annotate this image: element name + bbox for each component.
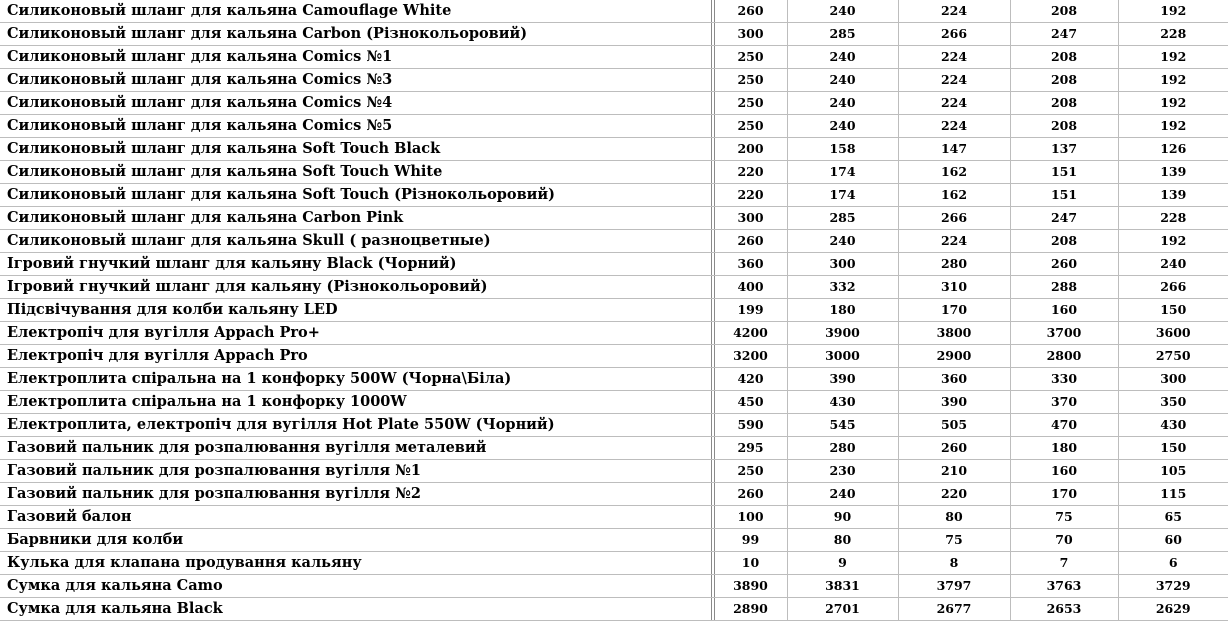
price-cell-3: 280	[898, 253, 1010, 276]
table-row	[0, 138, 1228, 161]
price-cell-3: 8	[898, 552, 1010, 575]
product-name-cell: Електропіч для вугілля Appach Pro	[0, 345, 711, 368]
price-cell-2: 240	[787, 69, 898, 92]
table-row	[0, 391, 1228, 414]
product-name-cell: Електроплита спіральна на 1 конфорку 500W (Чорна\Біла)	[0, 368, 711, 391]
price-cell-1: 199	[714, 299, 787, 322]
price-cell-2: 280	[787, 437, 898, 460]
price-cell-4: 208	[1010, 46, 1118, 69]
product-name-cell: Силиконовый шланг для кальяна Comics №3	[0, 69, 711, 92]
price-cell-1: 300	[714, 23, 787, 46]
price-cell-3: 170	[898, 299, 1010, 322]
price-cell-3: 505	[898, 414, 1010, 437]
price-cell-5: 300	[1118, 368, 1228, 391]
product-name-cell: Силиконовый шланг для кальяна Carbon Pink	[0, 207, 711, 230]
product-name-cell: Силиконовый шланг для кальяна Soft Touch White	[0, 161, 711, 184]
product-name-cell: Газовий пальник для розпалювання вугілля №2	[0, 483, 711, 506]
price-cell-4: 260	[1010, 253, 1118, 276]
price-cell-5: 192	[1118, 92, 1228, 115]
price-cell-3: 224	[898, 115, 1010, 138]
table-row	[0, 322, 1228, 345]
product-name-cell: Сумка для кальяна Black	[0, 598, 711, 621]
price-cell-5: 126	[1118, 138, 1228, 161]
price-cell-5: 2750	[1118, 345, 1228, 368]
price-cell-4: 2653	[1010, 598, 1118, 621]
price-cell-4: 151	[1010, 184, 1118, 207]
price-cell-5: 192	[1118, 69, 1228, 92]
price-cell-2: 430	[787, 391, 898, 414]
price-cell-3: 162	[898, 161, 1010, 184]
price-cell-4: 288	[1010, 276, 1118, 299]
table-row	[0, 115, 1228, 138]
price-cell-5: 150	[1118, 299, 1228, 322]
product-name-cell: Газовий пальник для розпалювання вугілля №1	[0, 460, 711, 483]
price-cell-2: 3000	[787, 345, 898, 368]
price-cell-4: 75	[1010, 506, 1118, 529]
table-row	[0, 483, 1228, 506]
price-cell-2: 3900	[787, 322, 898, 345]
price-cell-1: 400	[714, 276, 787, 299]
price-cell-1: 250	[714, 460, 787, 483]
table-row	[0, 460, 1228, 483]
price-cell-2: 390	[787, 368, 898, 391]
product-name-cell: Газовий балон	[0, 506, 711, 529]
table-row	[0, 345, 1228, 368]
price-cell-5: 105	[1118, 460, 1228, 483]
price-cell-2: 2701	[787, 598, 898, 621]
price-cell-5: 3729	[1118, 575, 1228, 598]
price-cell-4: 137	[1010, 138, 1118, 161]
price-cell-4: 170	[1010, 483, 1118, 506]
price-cell-5: 228	[1118, 207, 1228, 230]
product-name-cell: Силиконовый шланг для кальяна Soft Touch (Різнокольоровий)	[0, 184, 711, 207]
price-cell-5: 350	[1118, 391, 1228, 414]
product-name-cell: Електроплита спіральна на 1 конфорку 1000W	[0, 391, 711, 414]
price-cell-5: 2629	[1118, 598, 1228, 621]
table-row	[0, 414, 1228, 437]
price-cell-2: 80	[787, 529, 898, 552]
price-cell-1: 250	[714, 92, 787, 115]
table-row	[0, 0, 1228, 23]
price-cell-2: 9	[787, 552, 898, 575]
table-row	[0, 161, 1228, 184]
table-row	[0, 276, 1228, 299]
table-row	[0, 23, 1228, 46]
price-cell-1: 3200	[714, 345, 787, 368]
price-cell-2: 90	[787, 506, 898, 529]
price-cell-3: 80	[898, 506, 1010, 529]
product-name-cell: Силиконовый шланг для кальяна Soft Touch Black	[0, 138, 711, 161]
product-name-cell: Електроплита, електропіч для вугілля Hot Plate 550W (Чорний)	[0, 414, 711, 437]
price-cell-1: 220	[714, 184, 787, 207]
price-cell-4: 151	[1010, 161, 1118, 184]
price-cell-3: 224	[898, 230, 1010, 253]
price-cell-3: 162	[898, 184, 1010, 207]
price-cell-3: 360	[898, 368, 1010, 391]
price-cell-1: 250	[714, 69, 787, 92]
price-cell-4: 370	[1010, 391, 1118, 414]
price-cell-4: 208	[1010, 115, 1118, 138]
price-cell-3: 224	[898, 0, 1010, 23]
price-cell-3: 224	[898, 46, 1010, 69]
price-cell-5: 228	[1118, 23, 1228, 46]
price-cell-2: 285	[787, 207, 898, 230]
price-cell-3: 147	[898, 138, 1010, 161]
price-cell-2: 240	[787, 483, 898, 506]
product-name-cell: Барвники для колби	[0, 529, 711, 552]
price-cell-1: 10	[714, 552, 787, 575]
price-cell-1: 260	[714, 483, 787, 506]
price-cell-2: 285	[787, 23, 898, 46]
price-cell-3: 260	[898, 437, 1010, 460]
price-cell-1: 99	[714, 529, 787, 552]
price-cell-2: 158	[787, 138, 898, 161]
price-cell-2: 545	[787, 414, 898, 437]
product-name-cell: Силиконовый шланг для кальяна Skull ( разноцветные)	[0, 230, 711, 253]
price-cell-4: 247	[1010, 207, 1118, 230]
price-cell-3: 224	[898, 92, 1010, 115]
price-cell-2: 300	[787, 253, 898, 276]
table-row	[0, 598, 1228, 621]
price-cell-2: 180	[787, 299, 898, 322]
product-name-cell: Електропіч для вугілля Appach Pro+	[0, 322, 711, 345]
price-cell-3: 220	[898, 483, 1010, 506]
price-cell-4: 70	[1010, 529, 1118, 552]
price-cell-2: 174	[787, 184, 898, 207]
price-cell-1: 420	[714, 368, 787, 391]
price-cell-2: 240	[787, 46, 898, 69]
price-cell-5: 192	[1118, 115, 1228, 138]
price-cell-3: 75	[898, 529, 1010, 552]
price-cell-1: 220	[714, 161, 787, 184]
price-cell-1: 590	[714, 414, 787, 437]
price-cell-1: 260	[714, 230, 787, 253]
price-cell-1: 3890	[714, 575, 787, 598]
price-cell-4: 208	[1010, 230, 1118, 253]
price-cell-5: 3600	[1118, 322, 1228, 345]
price-cell-4: 7	[1010, 552, 1118, 575]
price-cell-3: 2677	[898, 598, 1010, 621]
price-cell-3: 3797	[898, 575, 1010, 598]
table-row	[0, 184, 1228, 207]
price-cell-1: 250	[714, 46, 787, 69]
price-cell-3: 2900	[898, 345, 1010, 368]
price-cell-3: 224	[898, 69, 1010, 92]
price-cell-5: 240	[1118, 253, 1228, 276]
product-name-cell: Силиконовый шланг для кальяна Comics №5	[0, 115, 711, 138]
price-cell-5: 266	[1118, 276, 1228, 299]
product-name-cell: Підсвічування для колби кальяну LED	[0, 299, 711, 322]
price-cell-4: 470	[1010, 414, 1118, 437]
price-cell-1: 200	[714, 138, 787, 161]
product-name-cell: Ігровий гнучкий шланг для кальяну Black (Чорний)	[0, 253, 711, 276]
price-cell-2: 3831	[787, 575, 898, 598]
table-row	[0, 506, 1228, 529]
price-cell-2: 174	[787, 161, 898, 184]
product-name-cell: Кулька для клапана продування кальяну	[0, 552, 711, 575]
price-cell-1: 450	[714, 391, 787, 414]
table-row	[0, 69, 1228, 92]
product-name-cell: Силиконовый шланг для кальяна Comics №1	[0, 46, 711, 69]
price-cell-5: 192	[1118, 0, 1228, 23]
price-cell-1: 360	[714, 253, 787, 276]
table-row	[0, 368, 1228, 391]
product-name-cell: Силиконовый шланг для кальяна Camouflage White	[0, 0, 711, 23]
price-cell-1: 250	[714, 115, 787, 138]
price-cell-3: 266	[898, 207, 1010, 230]
price-cell-4: 2800	[1010, 345, 1118, 368]
price-cell-5: 192	[1118, 230, 1228, 253]
table-row	[0, 253, 1228, 276]
price-cell-2: 240	[787, 115, 898, 138]
table-row	[0, 46, 1228, 69]
table-row	[0, 207, 1228, 230]
price-cell-5: 65	[1118, 506, 1228, 529]
product-name-cell: Сумка для кальяна Camo	[0, 575, 711, 598]
price-cell-3: 210	[898, 460, 1010, 483]
price-cell-4: 160	[1010, 460, 1118, 483]
table-row	[0, 437, 1228, 460]
price-cell-1: 300	[714, 207, 787, 230]
table-row	[0, 529, 1228, 552]
price-cell-2: 230	[787, 460, 898, 483]
price-cell-4: 160	[1010, 299, 1118, 322]
product-name-cell: Силиконовый шланг для кальяна Carbon (Різнокольоровий)	[0, 23, 711, 46]
price-cell-2: 332	[787, 276, 898, 299]
price-cell-4: 247	[1010, 23, 1118, 46]
price-cell-5: 139	[1118, 184, 1228, 207]
product-name-cell: Силиконовый шланг для кальяна Comics №4	[0, 92, 711, 115]
price-cell-4: 330	[1010, 368, 1118, 391]
price-cell-3: 390	[898, 391, 1010, 414]
price-cell-4: 180	[1010, 437, 1118, 460]
price-cell-3: 3800	[898, 322, 1010, 345]
price-cell-3: 266	[898, 23, 1010, 46]
price-cell-4: 208	[1010, 0, 1118, 23]
price-cell-2: 240	[787, 230, 898, 253]
price-cell-4: 208	[1010, 69, 1118, 92]
table-row	[0, 230, 1228, 253]
price-cell-1: 4200	[714, 322, 787, 345]
price-cell-2: 240	[787, 92, 898, 115]
price-cell-1: 2890	[714, 598, 787, 621]
product-name-cell: Газовий пальник для розпалювання вугілля металевий	[0, 437, 711, 460]
price-cell-3: 310	[898, 276, 1010, 299]
price-cell-1: 100	[714, 506, 787, 529]
price-cell-5: 6	[1118, 552, 1228, 575]
table-row	[0, 299, 1228, 322]
price-cell-5: 192	[1118, 46, 1228, 69]
price-cell-5: 139	[1118, 161, 1228, 184]
product-name-cell: Ігровий гнучкий шланг для кальяну (Різнокольоровий)	[0, 276, 711, 299]
price-cell-2: 240	[787, 0, 898, 23]
price-cell-4: 3700	[1010, 322, 1118, 345]
price-cell-5: 150	[1118, 437, 1228, 460]
price-cell-1: 295	[714, 437, 787, 460]
table-row	[0, 575, 1228, 598]
price-cell-5: 115	[1118, 483, 1228, 506]
price-cell-4: 208	[1010, 92, 1118, 115]
price-cell-1: 260	[714, 0, 787, 23]
price-cell-5: 430	[1118, 414, 1228, 437]
price-cell-5: 60	[1118, 529, 1228, 552]
table-row	[0, 92, 1228, 115]
table-row	[0, 552, 1228, 575]
price-cell-4: 3763	[1010, 575, 1118, 598]
